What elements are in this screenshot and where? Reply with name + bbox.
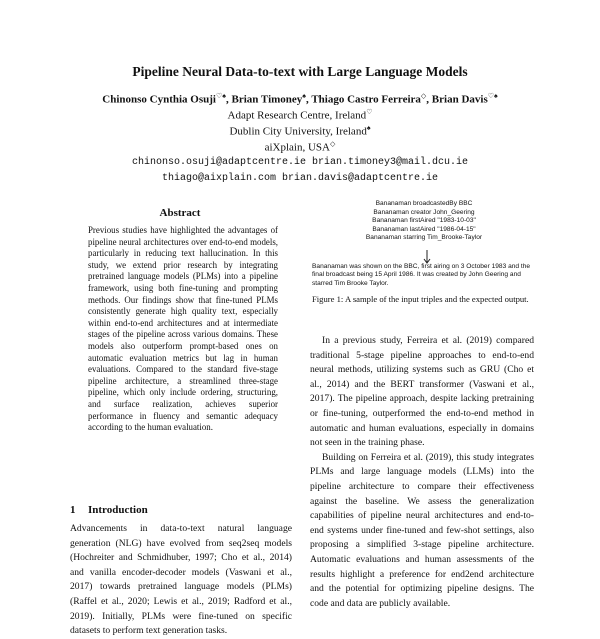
- affiliation-mark: ♡: [366, 108, 373, 116]
- affiliation: [0, 140, 600, 154]
- affiliation-mark: ◇: [330, 140, 336, 148]
- affiliation: [0, 108, 600, 122]
- paper-title: Pipeline Neural Data-to-text with Large Language Models: [132, 64, 468, 79]
- section-heading: [70, 504, 290, 516]
- author-mark: ♡♠: [215, 92, 226, 100]
- figure-1: [312, 200, 536, 304]
- triple-line: Bananaman broadcastedBy BBC: [375, 200, 473, 207]
- paragraph: Building on Ferreira et al. (2019), this study integrates PLMs and large language models (LLMs) into the pipeline architecture to compare their effectiveness against the baseline. We assess the generalization capabilities of pipeline neural architectures and end-to-end systems under fine-tuned and few-shot settings, also proposing a simplified 3-stage pipeline architecture. Automatic evaluations and human assessments of the results highlight a preference for end2end architecture and the potential for optimizing pipeline designs. The code and data are publicly available.: [310, 451, 534, 609]
- author-mark: ♡♠: [487, 92, 498, 100]
- affiliation-text: aiXplain, USA: [264, 141, 330, 154]
- author-name: Chinonso Cynthia Osuji: [102, 93, 216, 106]
- introduction-text: [70, 522, 292, 637]
- down-arrow-icon: [422, 250, 432, 264]
- figure-output-text: Bananaman was shown on the BBC, first airing on 3 October 1983 and the final broadcast being 15 April 1986. It was created by John Geering and starred Tim Brooke Taylor.: [312, 263, 531, 287]
- section-title: Introduction: [88, 504, 148, 516]
- affiliation: [0, 124, 600, 138]
- abstract-text: Previous studies have highlighted the advantages of pipeline neural architectures over end-to-end models, particularly in reducing text hallucination. In this study, we extend prior research by integrating pretrained language models (PLMs) into a pipeline framework, using both fine-tuning and prompting methods. Our findings show that fine-tuned PLMs consistently generate high quality text, especially within end-to-end architectures and at intermediate stages of the pipeline across various domains. These models also outperform prompt-based ones on automatic evaluation metrics but lag in human evaluations. Compared to the standard five-stage pipeline architecture, a streamlined three-stage pipeline, which only include ordering, structuring, and surface realization, achieves superior performance in fluency and semantic adequacy according to the human evaluation.: [88, 225, 278, 433]
- paragraph: Advancements in data-to-text natural language generation (NLG) have evolved from seq2seq models (Hochreiter and Schmidhuber, 1997; Cho et al., 2014) and vanilla encoder-decoder models (Vaswani et al., 2017) towards pretrained language models (PLMs) (Raffel et al., 2020; Lewis et al., 2019; Radford et al., 2019). Initially, PLMs were fine-tuned on specific datasets to perform text generation tasks.: [70, 523, 292, 637]
- triple-line: Bananaman creator John_Geering: [373, 208, 475, 216]
- affiliation-text: Dublin City University, Ireland: [229, 125, 367, 138]
- triple-line: Bananaman starring Tim_Brooke-Taylor: [365, 234, 483, 242]
- author-name: Brian Davis: [431, 93, 488, 106]
- section-number: 1: [70, 504, 76, 516]
- right-column-text: [310, 334, 534, 609]
- email-line: chinonso.osuji@adaptcentre.ie brian.timoney3@mail.dcu.ie: [131, 157, 469, 168]
- author-mark: ◇: [420, 92, 427, 100]
- author-list: Chinonso Cynthia Osuji♡♠, Brian Timoney♠, Thiago Castro Ferreira◇, Brian Davis♡♠: [102, 92, 498, 106]
- affiliation-mark: ♠: [366, 124, 371, 132]
- triple-line: Bananaman firstAired "1983-10-03": [372, 217, 476, 225]
- author-name: Brian Timoney: [231, 93, 303, 106]
- triple-line: Bananaman lastAired "1986-04-15": [372, 225, 476, 233]
- affiliation-text: Adapt Research Centre, Ireland: [227, 109, 367, 122]
- abstract-heading: Abstract: [159, 207, 201, 219]
- paragraph: In a previous study, Ferreira et al. (2019) compared traditional 5-stage pipeline approaches to end-to-end neural methods, utilizing systems such as GRU (Cho et al., 2014) and the BERT transformer (Vaswani et al., 2017). The pipeline approach, despite lacking pretraining or fine-tuning, outperformed the end-to-end method in automatic and human evaluations, especially in domains not seen in the training phase.: [310, 335, 534, 449]
- author-name: Thiago Castro Ferreira: [311, 93, 421, 106]
- figure-caption: Figure 1: A sample of the input triples and the expected output.: [312, 294, 529, 304]
- email-line: thiago@aixplain.com brian.davis@adaptcentre.ie: [161, 173, 439, 184]
- author-mark: ♠: [302, 92, 307, 100]
